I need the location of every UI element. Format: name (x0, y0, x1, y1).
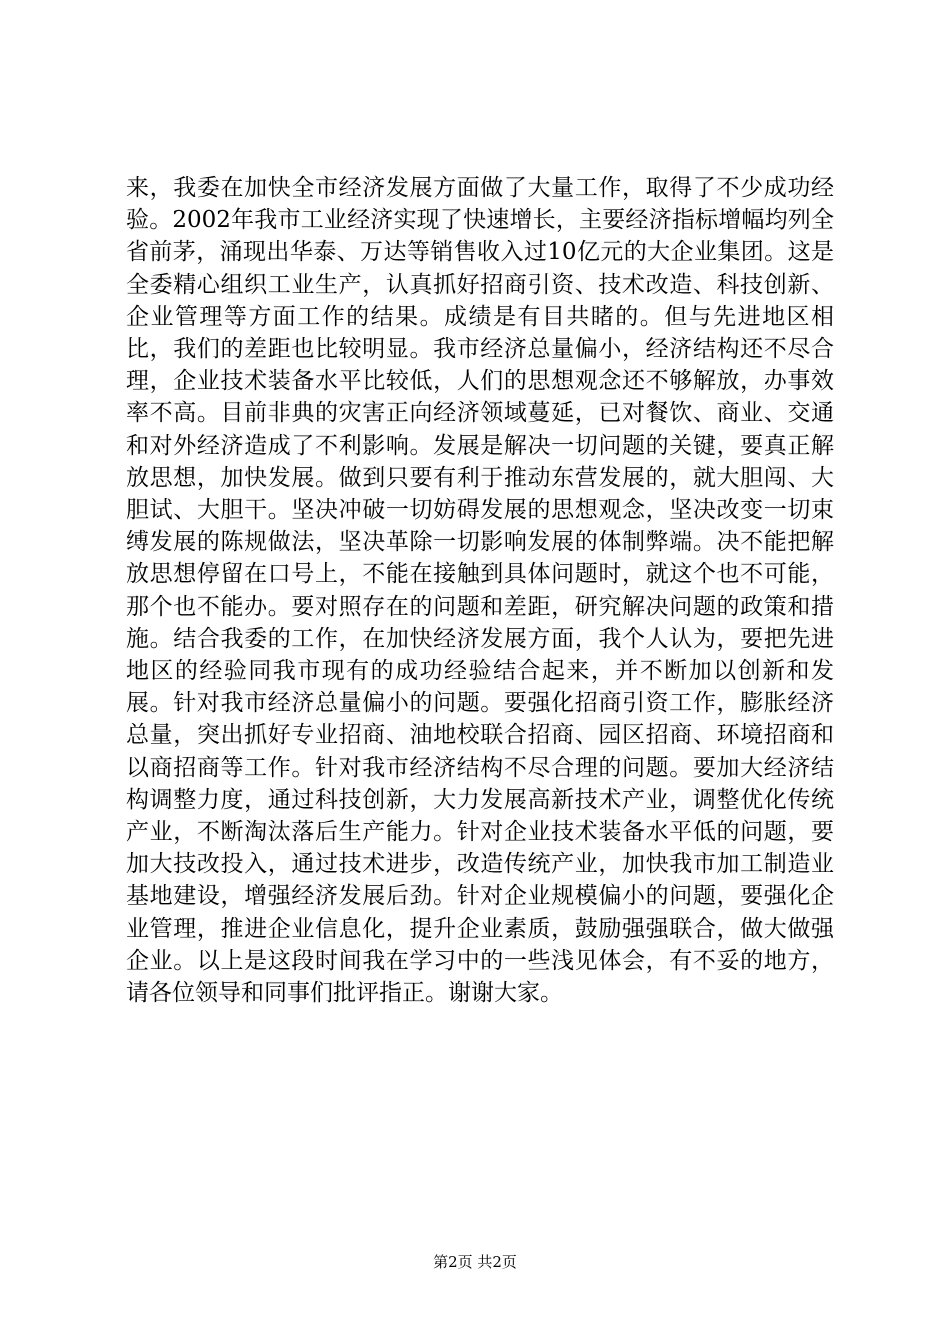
body-paragraph: 来，我委在加快全市经济发展方面做了大量工作，取得了不少成功经验。2002年我市工业经济实现了快速增长，主要经济指标增幅均列全省前茅，涌现出华泰、万达等销售收入过10亿元的大企业集团。这是全委精心组织工业生产，认真抓好招商引资、技术改造、科技创新、企业管理等方面工作的结果。成绩是有目共睹的。但与先进地区相比，我们的差距也比较明显。我市经济总量偏小，经济结构还不尽合理，企业技术装备水平比较低，人们的思想观念还不够解放，办事效率不高。目前非典的灾害正向经济领域蔓延，已对餐饮、商业、交通和对外经济造成了不利影响。发展是解决一切问题的关键，要真正解放思想，加快发展。做到只要有利于推动东营发展的，就大胆闯、大胆试、大胆干。坚决冲破一切妨碍发展的思想观念，坚决改变一切束缚发展的陈规做法，坚决革除一切影响发展的体制弊端。决不能把解放思想停留在口号上，不能在接触到具体问题时，就这个也不可能，那个也不能办。要对照存在的问题和差距，研究解决问题的政策和措施。结合我委的工作，在加快经济发展方面，我个人认为，要把先进地区的经验同我市现有的成功经验结合起来，并不断加以创新和发展。针对我市经济总量偏小的问题。要强化招商引资工作，膨胀经济总量，突出抓好专业招商、油地校联合招商、园区招商、环境招商和以商招商等工作。针对我市经济结构不尽合理的问题。要加大经济结构调整力度，通过科技创新，大力发展高新技术产业，调整优化传统产业，不断淘汰落后生产能力。针对企业技术装备水平低的问题，要加大技改投入，通过技术进步，改造传统产业，加快我市加工制造业基地建设，增强经济发展后劲。针对企业规模偏小的问题，要强化企业管理，推进企业信息化，提升企业素质，鼓励强强联合，做大做强企业。以上是这段时间我在学习中的一些浅见体会，有不妥的地方，请各位领导和同事们批评指正。谢谢大家。 (126, 175, 834, 1007)
page-number-footer: 第2页 共2页 (433, 1253, 517, 1271)
